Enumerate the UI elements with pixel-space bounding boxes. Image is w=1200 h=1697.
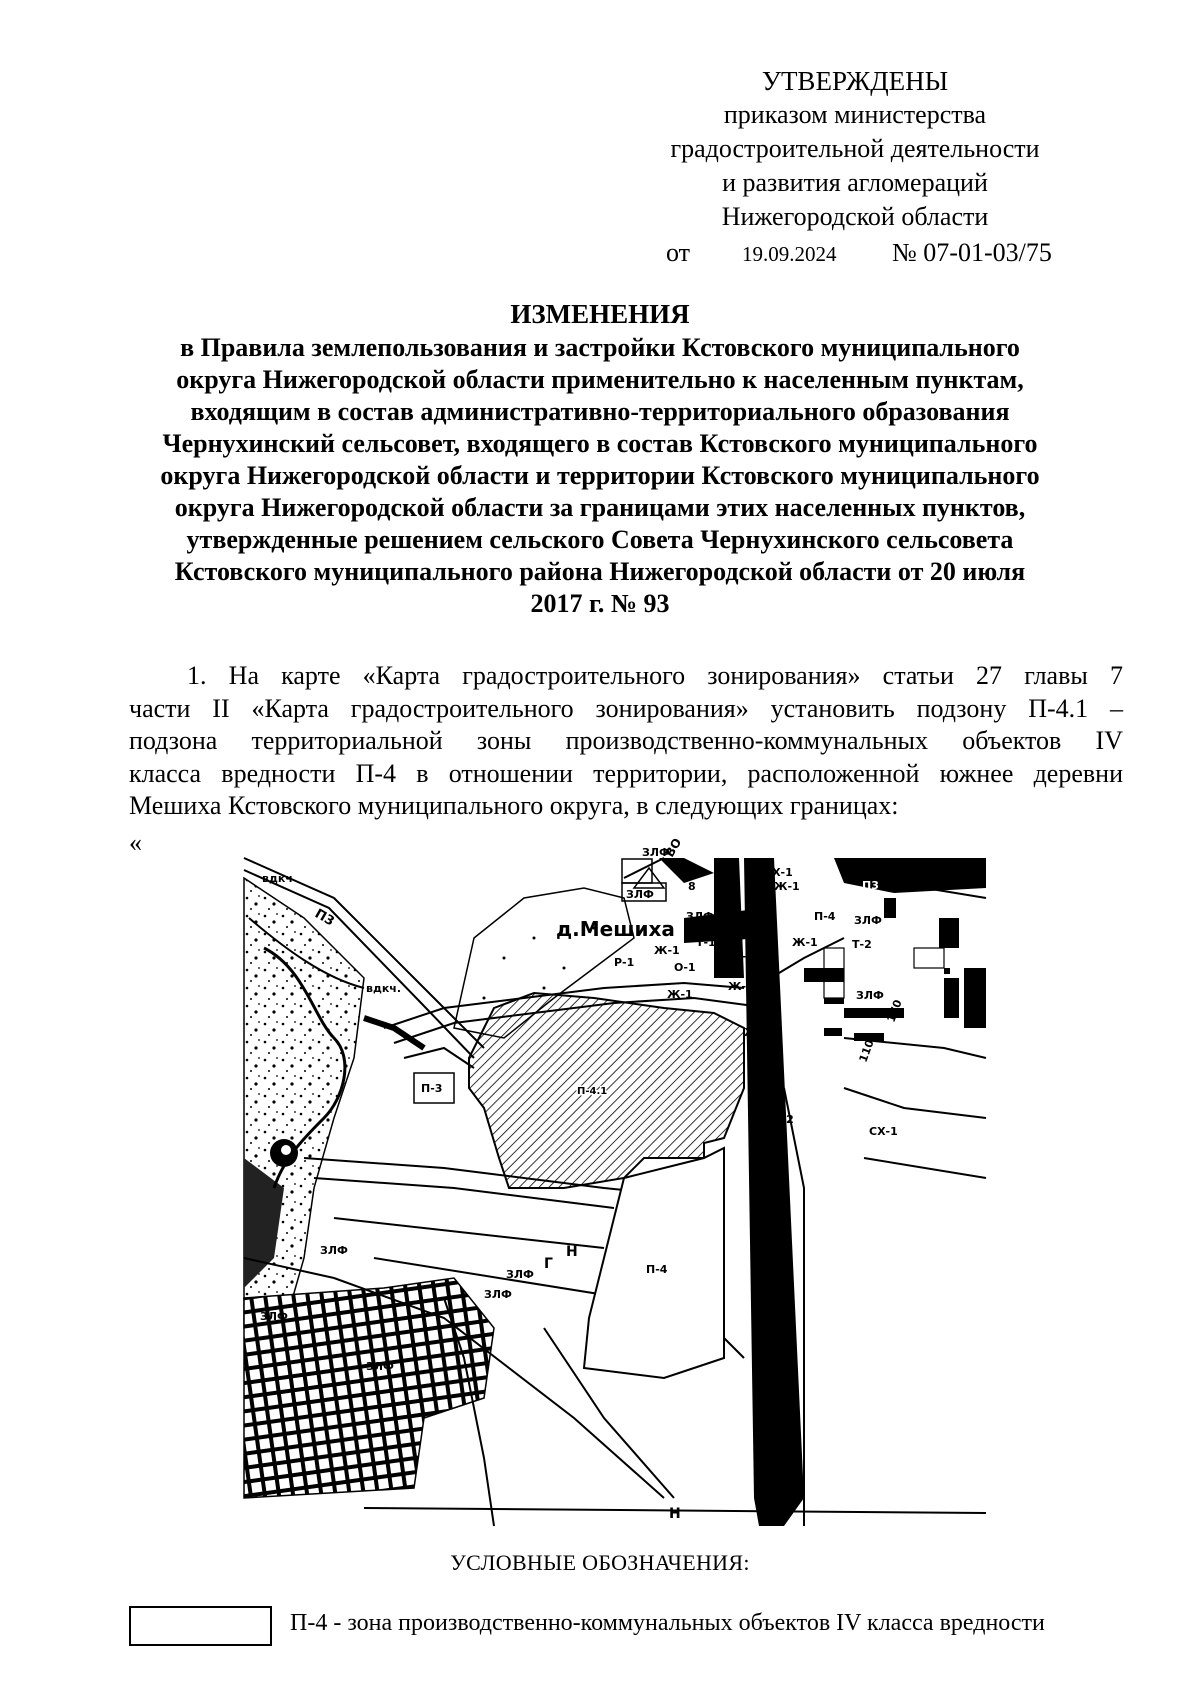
map-label-sh1: СХ-1 xyxy=(764,866,793,879)
legend-item-text: П-4 - зона производственно-коммунальных объектов IV класса вредности xyxy=(290,1610,1045,1636)
map-label-t2: Т-2 xyxy=(852,938,872,951)
map-label-zh1: Ж-1 xyxy=(728,980,754,993)
map-label-t2: Т-2 xyxy=(774,1113,794,1126)
subtitle-line: 2017 г. № 93 xyxy=(530,589,670,618)
map-label-110: 110 xyxy=(856,1037,877,1065)
map-label-zlf: ЗЛФ xyxy=(366,1360,394,1373)
map-label-zlf: ЗЛФ xyxy=(854,914,882,927)
village-label: д.Мешиха xyxy=(556,917,675,941)
approval-line: приказом министерства xyxy=(723,100,987,129)
approval-block xyxy=(660,64,1050,234)
document-heading: ИЗМЕНЕНИЯ xyxy=(510,299,690,329)
map-label-vo: ВО xyxy=(662,835,685,860)
map-label-n: Н xyxy=(566,1244,578,1260)
subtitle-line: входящим в состав административно-территориального образования xyxy=(190,397,1010,426)
map-label-zlf: ЗЛФ xyxy=(642,846,670,859)
map-label-zh1: Ж-1 xyxy=(774,880,800,893)
map-label-r1: Р-1 xyxy=(614,956,635,969)
map-label-sh1: СХ-1 xyxy=(869,1125,898,1138)
map-label-zlf: ЗЛФ xyxy=(626,888,654,901)
map-label-p41: П-4.1 xyxy=(577,1086,608,1097)
approval-title: УТВЕРЖДЕНЫ xyxy=(761,66,949,96)
paragraph-line: Мешиха Кстовского муниципального округа, в следующих границах: xyxy=(129,791,899,820)
map-label-170: 170 xyxy=(884,997,905,1025)
subtitle-line: в Правила землепользования и застройки Кстовского муниципального xyxy=(180,333,1020,362)
map-label-p4-small: П-4 xyxy=(814,910,836,923)
legend-swatch xyxy=(129,1606,272,1646)
map-label-p3-road: П3 xyxy=(312,906,337,930)
map-label-zlf: ЗЛФ xyxy=(320,1244,348,1257)
map-label-p4: П-4 xyxy=(646,1263,668,1276)
map-label-t1: Т-1 xyxy=(696,936,716,949)
subtitle-line: Кстовского муниципального района Нижегородской области от 20 июля xyxy=(174,557,1026,586)
map-label-zlf: ЗЛФ xyxy=(506,1268,534,1281)
subtitle-line: округа Нижегородской области применительно к населенным пунктам, xyxy=(176,365,1024,394)
map-label-zh1: Ж-1 xyxy=(722,923,748,936)
map-label-zh1: Ж-1 xyxy=(667,988,693,1001)
order-number: № 07-01-03/75 xyxy=(892,238,1052,267)
map-label-g: Г xyxy=(544,1256,553,1272)
map-label-zlf: ЗЛФ xyxy=(484,1288,512,1301)
paragraph-line: 1. На карте «Карта градостроительного зонирования» статьи 27 главы 7 xyxy=(187,661,1123,690)
map-label-n: Н xyxy=(669,1506,681,1522)
subtitle-line: Чернухинский сельсовет, входящего в состав Кстовского муниципального xyxy=(162,429,1038,458)
body-paragraph xyxy=(129,660,1123,823)
subtitle-line: округа Нижегородской области за границами этих населенных пунктов, xyxy=(174,493,1026,522)
map-label-zh1: Ж-1 xyxy=(654,944,680,957)
map-label-p3-zone: П-3 xyxy=(421,1082,443,1095)
map-label-zh1: Ж-1 xyxy=(792,936,818,949)
order-date: 19.09.2024 xyxy=(742,242,837,266)
order-prefix: от xyxy=(666,238,691,267)
map-label-zh1: Ж-1 xyxy=(744,1026,770,1039)
approval-line: Нижегородской области xyxy=(721,202,989,231)
map-label-t1: Т-1 xyxy=(734,950,754,963)
map-label-p3-top: П3 xyxy=(862,879,879,892)
map-label-vdkch: вдкч. xyxy=(366,982,402,995)
map-label-zlf: ЗЛФ xyxy=(686,910,714,923)
zoning-map xyxy=(244,835,986,1526)
approval-line: и развития агломераций xyxy=(722,168,988,197)
map-label-vdkch: вдкч xyxy=(262,872,293,885)
order-line xyxy=(666,238,1066,272)
document-title xyxy=(120,298,1080,620)
paragraph-line: подзона территориальной зоны производственно-коммунальных объектов IV xyxy=(129,726,1123,755)
paragraph-line: части II «Карта градостроительного зонирования» установить подзону П-4.1 – xyxy=(129,693,1123,723)
map-label-zlf: ЗЛФ xyxy=(260,1310,288,1323)
map-label-o1: О-1 xyxy=(674,961,696,974)
subtitle-line: округа Нижегородской области и территории Кстовского муниципального xyxy=(160,461,1040,490)
approval-line: градостроительной деятельности xyxy=(670,134,1040,163)
legend-title: УСЛОВНЫЕ ОБОЗНАЧЕНИЯ: xyxy=(450,1550,750,1575)
opening-quote: « xyxy=(129,828,142,857)
map-label-8: 8 xyxy=(688,880,696,893)
map-label-zlf: ЗЛФ xyxy=(856,989,884,1002)
paragraph-line: класса вредности П-4 в отношении территории, расположенной южнее деревни xyxy=(129,758,1123,788)
subtitle-line: утвержденные решением сельского Совета Чернухинского сельсовета xyxy=(186,525,1014,554)
zoning-map-drawing xyxy=(244,835,986,1526)
